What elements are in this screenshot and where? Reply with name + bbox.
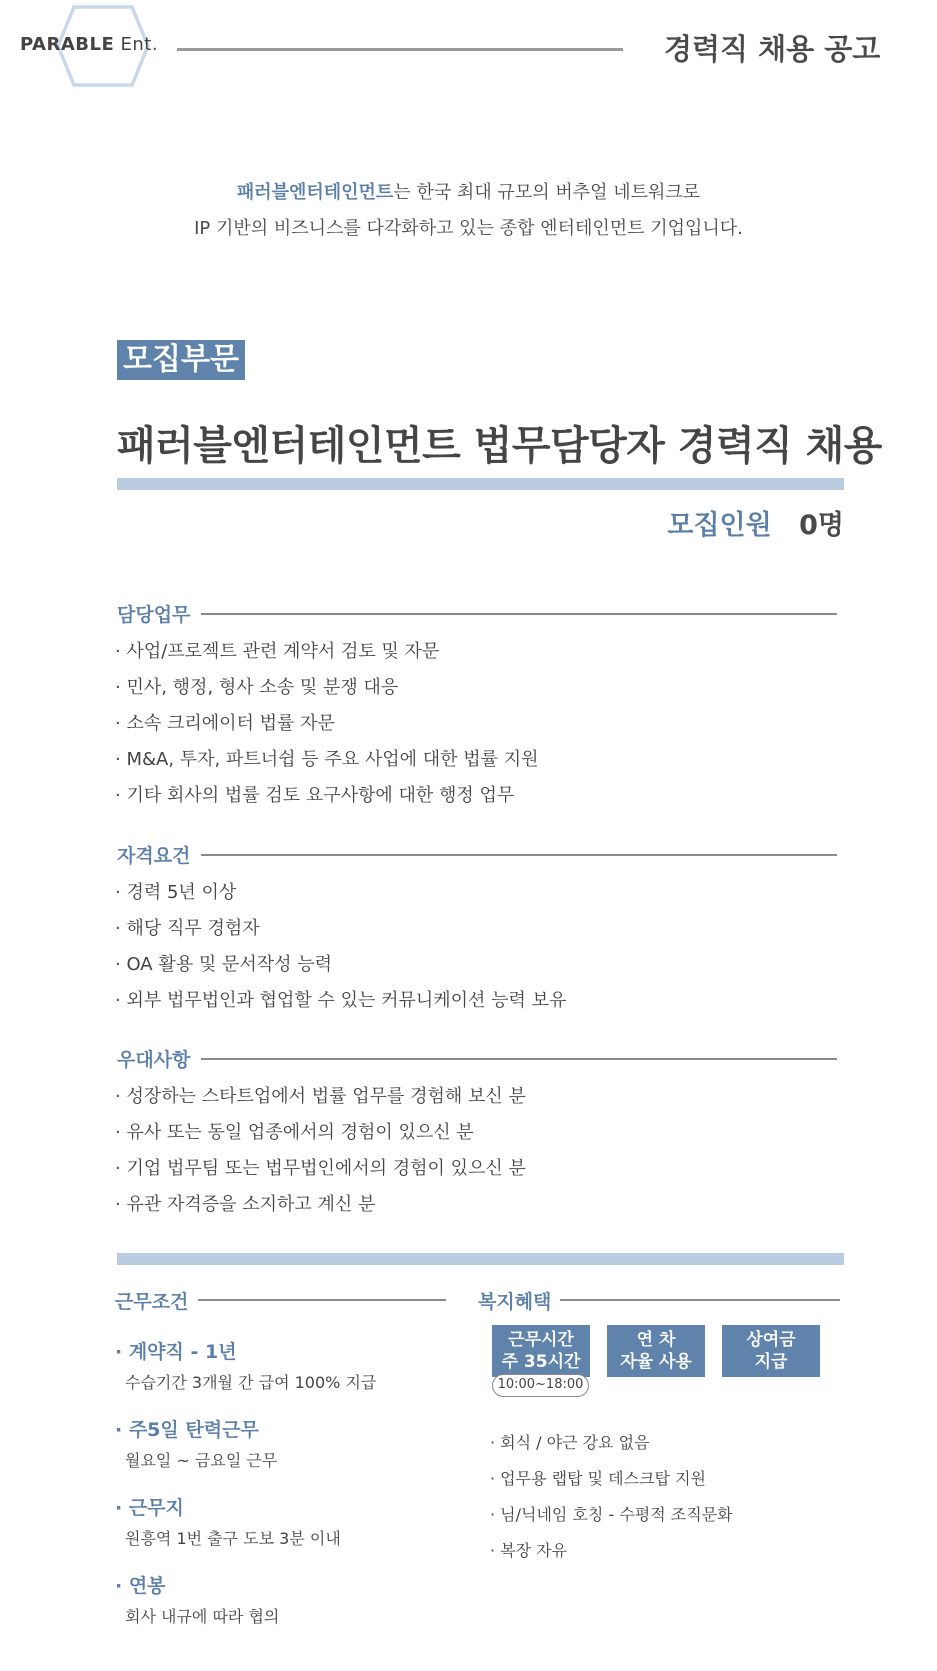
section-divider-duties <box>201 613 837 615</box>
benefit-item: · 님/닉네임 호칭 - 수평적 조직문화 <box>490 1505 733 1524</box>
condition-title-location: · 근무지 <box>115 1497 184 1519</box>
section-divider-preferred <box>201 1058 837 1060</box>
intro-line-1-text: 는 한국 최대 규모의 버추얼 네트워크로 <box>393 182 701 203</box>
list-item: · 경력 5년 이상 <box>115 882 237 903</box>
section-title-duties: 담당업무 <box>117 604 191 626</box>
intro-line-2: IP 기반의 비즈니스를 다각화하고 있는 종합 엔터테인먼트 기업입니다. <box>194 218 743 239</box>
brand-suffix: Ent. <box>120 34 159 55</box>
list-item: · 기타 회사의 법률 검토 요구사항에 대한 행정 업무 <box>115 785 515 806</box>
condition-detail-location: 원흥역 1번 출구 도보 3분 이내 <box>125 1529 341 1548</box>
list-item: · M&A, 투자, 파트너쉽 등 주요 사업에 대한 법률 지원 <box>115 749 539 770</box>
benefit-tile-hours <box>492 1325 590 1377</box>
section-divider-benefits <box>560 1299 840 1301</box>
condition-detail-schedule: 월요일 ~ 금요일 근무 <box>125 1451 278 1470</box>
condition-title-schedule: · 주5일 탄력근무 <box>115 1419 259 1441</box>
intro-line-1 <box>0 178 937 204</box>
condition-title-contract: · 계약직 - 1년 <box>115 1341 237 1363</box>
headcount-value: 0명 <box>799 510 844 541</box>
recruit-badge: 모집부문 <box>117 340 245 380</box>
section-divider-conditions <box>198 1299 446 1301</box>
benefit-tile-annual-leave <box>607 1325 705 1377</box>
condition-detail-salary: 회사 내규에 따라 협의 <box>125 1607 280 1626</box>
section-divider-qualifications <box>201 854 837 856</box>
benefit-item: · 복장 자유 <box>490 1541 568 1560</box>
list-item: · 소속 크리에이터 법률 자문 <box>115 713 335 734</box>
headcount-label: 모집인원 <box>667 510 772 541</box>
list-item: · 민사, 행정, 형사 소송 및 분쟁 대응 <box>115 677 399 698</box>
section-title-conditions: 근무조건 <box>115 1291 189 1313</box>
section-separator-bar <box>117 1253 844 1265</box>
page-title: 경력직 채용 공고 <box>664 32 881 66</box>
section-title-benefits: 복지혜택 <box>478 1291 552 1313</box>
condition-title-salary: · 연봉 <box>115 1575 166 1597</box>
benefit-item: · 회식 / 야근 강요 없음 <box>490 1433 650 1452</box>
list-item: · 유사 또는 동일 업종에서의 경험이 있으신 분 <box>115 1122 474 1143</box>
section-title-preferred: 우대사항 <box>117 1049 191 1071</box>
benefit-item: · 업무용 랩탑 및 데스크탑 지원 <box>490 1469 706 1488</box>
brand-name: PARABLE <box>20 34 115 55</box>
list-item: · OA 활용 및 문서작성 능력 <box>115 954 332 975</box>
benefit-tile-bonus <box>722 1325 820 1377</box>
job-title: 패러블엔터테인먼트 법무담당자 경력직 채용 <box>117 423 882 469</box>
brand-logo <box>20 34 158 55</box>
benefit-tile-leave-line2: 자율 사용 <box>620 1352 692 1372</box>
benefit-tile-hours-line2: 주 35시간 <box>501 1352 581 1372</box>
list-item: · 성장하는 스타트업에서 법률 업무를 경험해 보신 분 <box>115 1086 526 1107</box>
list-item: · 해당 직무 경험자 <box>115 918 260 939</box>
list-item: · 기업 법무팀 또는 법무법인에서의 경험이 있으신 분 <box>115 1158 526 1179</box>
title-underline-bar <box>117 478 844 490</box>
benefit-tile-bonus-line1: 상여금 <box>746 1330 796 1350</box>
header-divider <box>177 48 623 51</box>
benefit-tile-leave-line1: 연 차 <box>636 1330 676 1350</box>
list-item: · 외부 법무법인과 협업할 수 있는 커뮤니케이션 능력 보유 <box>115 990 567 1011</box>
benefit-tile-hours-line1: 근무시간 <box>508 1330 574 1350</box>
benefit-tile-bonus-line2: 지급 <box>754 1352 788 1372</box>
headcount <box>667 503 844 542</box>
company-name: 패러블엔터테인먼트 <box>236 182 394 203</box>
condition-detail-contract: 수습기간 3개월 간 급여 100% 지급 <box>125 1373 377 1392</box>
list-item: · 유관 자격증을 소지하고 계신 분 <box>115 1194 376 1215</box>
list-item: · 사업/프로젝트 관련 계약서 검토 및 자문 <box>115 641 440 662</box>
section-title-qualifications: 자격요건 <box>117 845 191 867</box>
work-hours-pill: 10:00~18:00 <box>492 1374 589 1397</box>
